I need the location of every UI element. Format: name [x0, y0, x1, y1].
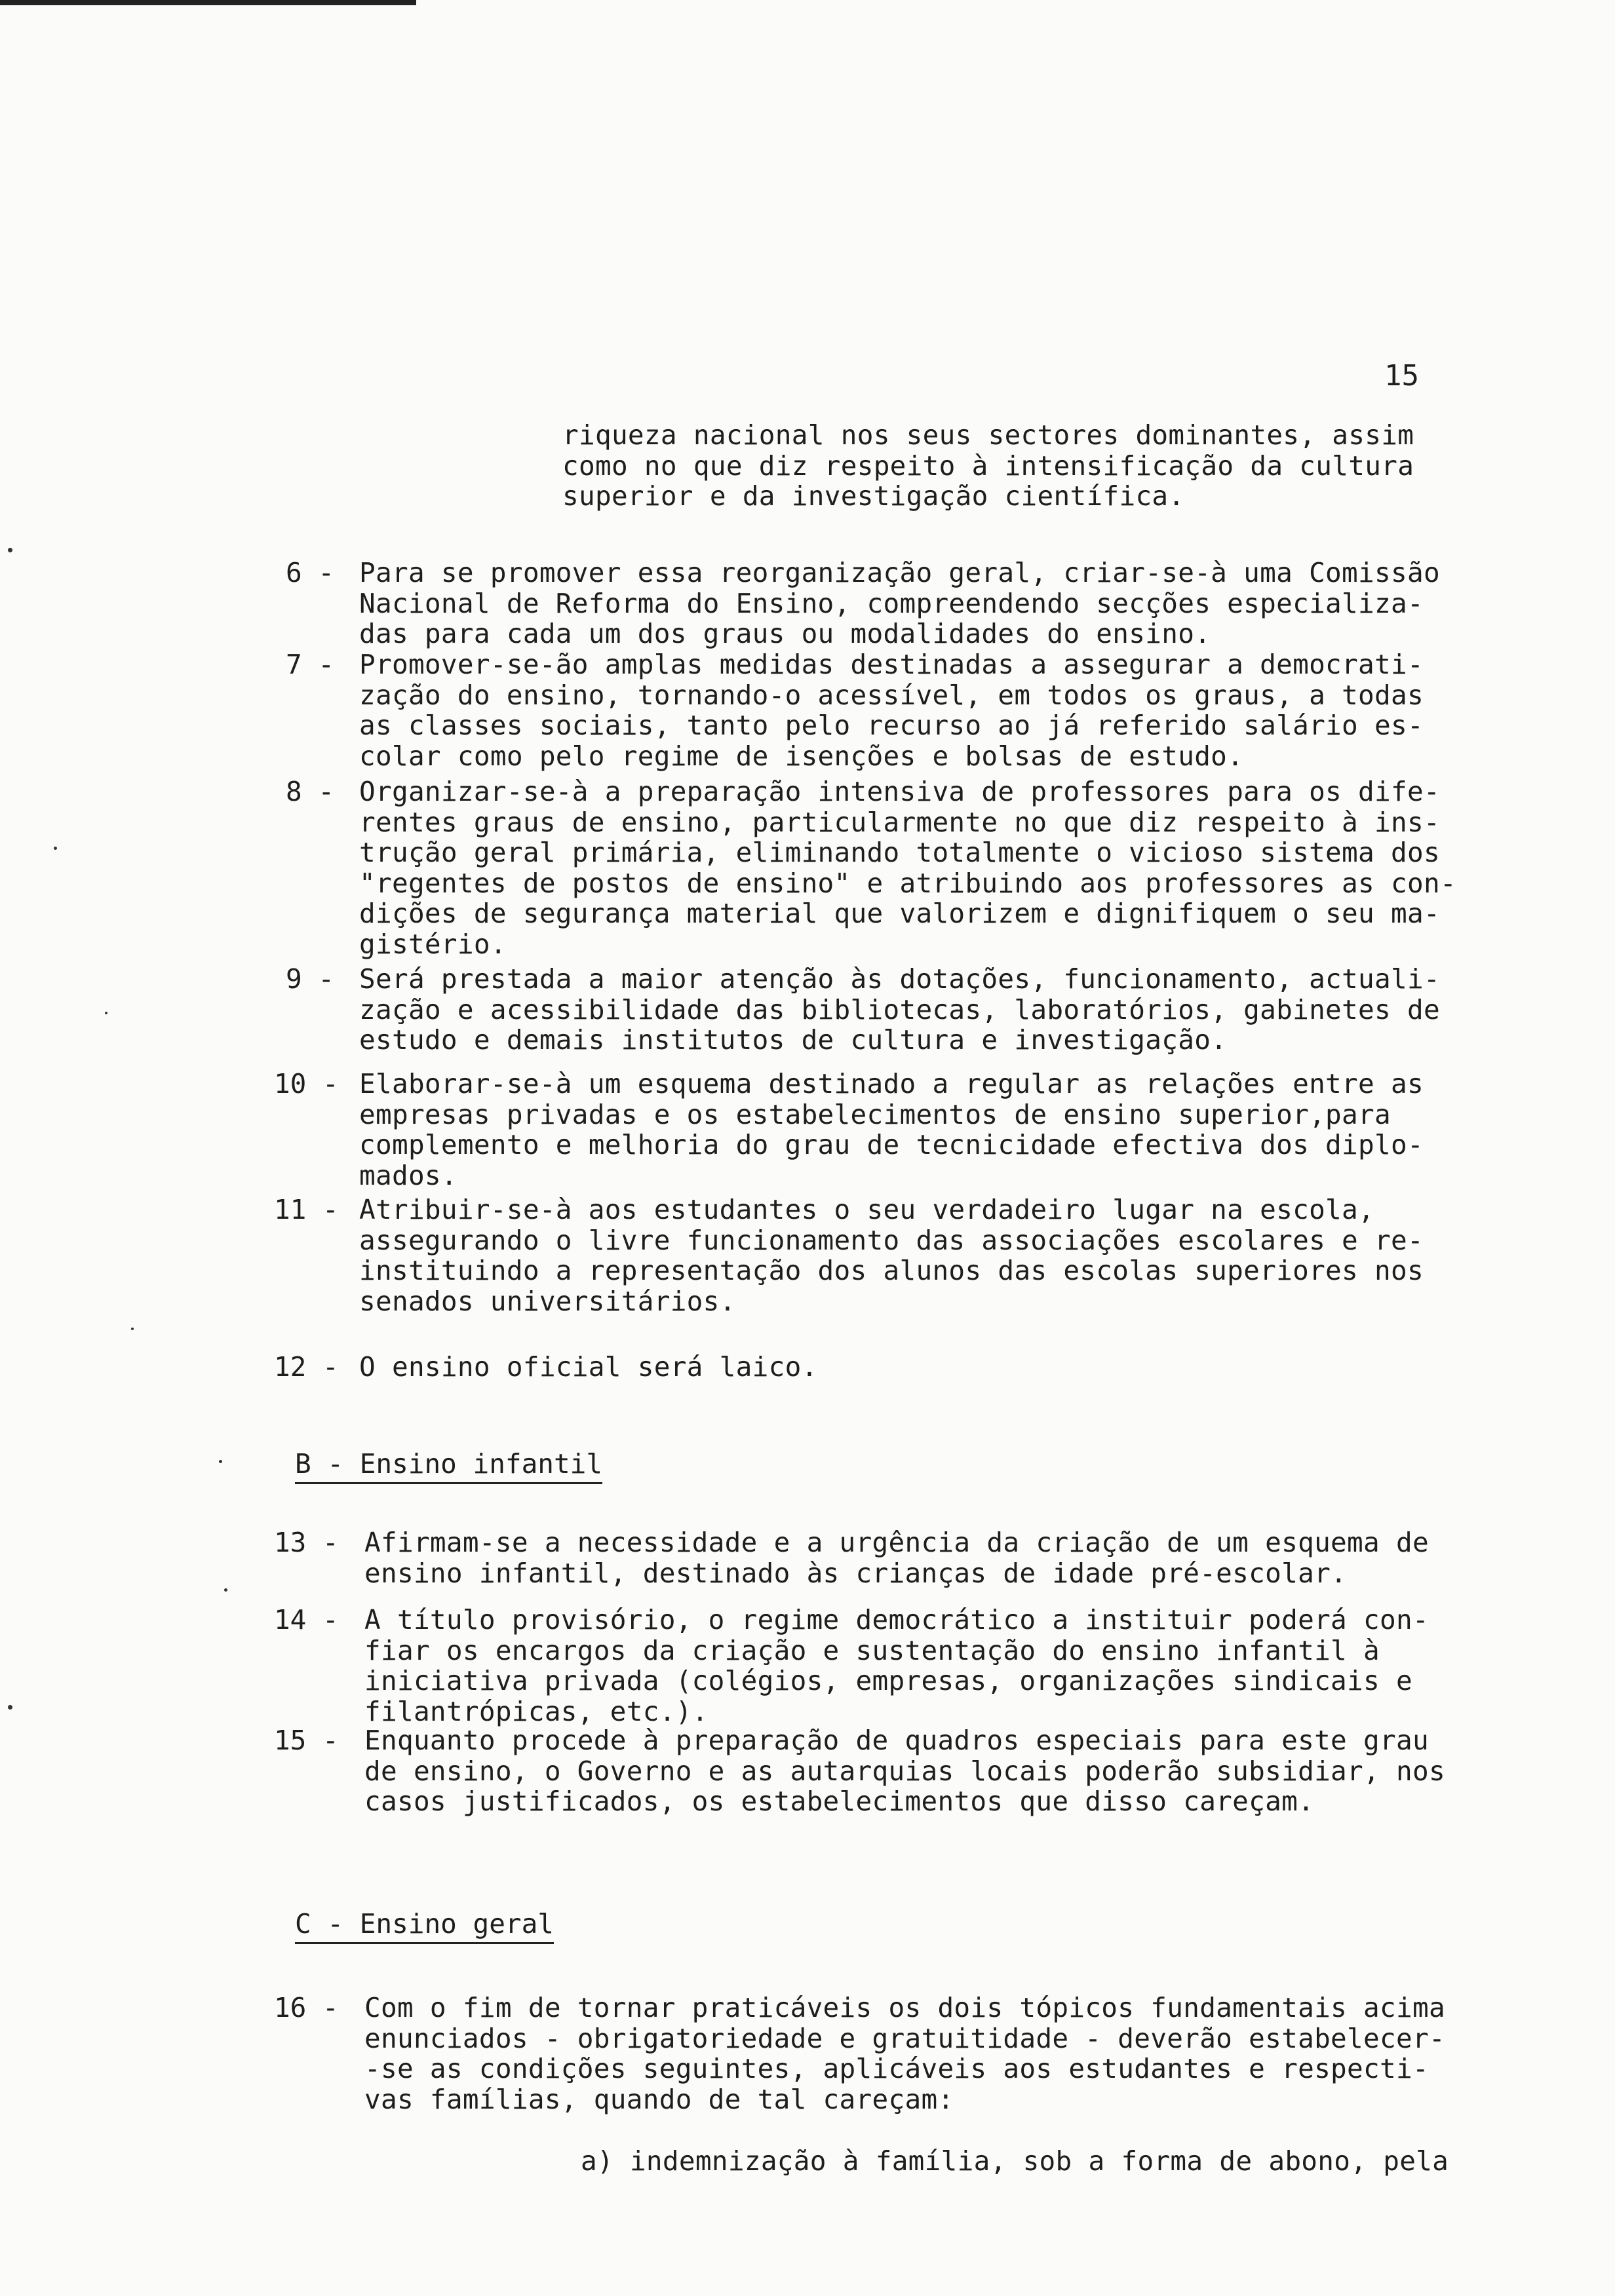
item-line: "regentes de postos de ensino" e atribuindo aos professores as con-: [359, 867, 1456, 899]
section-heading-text: B - Ensino infantil: [295, 1448, 602, 1484]
item-line: zação e acessibilidade das bibliotecas, laboratórios, gabinetes de: [359, 993, 1440, 1025]
item-line: Para se promover essa reorganização geral, criar-se-à uma Comissão: [359, 557, 1440, 588]
scan-speck: [219, 1460, 222, 1463]
item-line: trução geral primária, eliminando totalmente o vicioso sistema dos: [359, 837, 1440, 868]
item-line: empresas privadas e os estabelecimentos de ensino superior,para: [359, 1098, 1391, 1130]
item-line: fiar os encargos da criação e sustentação do ensino infantil à: [364, 1634, 1380, 1666]
item-line: das para cada um dos graus ou modalidades do ensino.: [359, 618, 1211, 649]
scan-speck: [224, 1588, 227, 1592]
intro-line: como no que diz respeito à intensificação da cultura: [562, 450, 1414, 482]
item-number: 14 -: [274, 1604, 339, 1636]
item-line: ensino infantil, destinado às crianças de idade pré-escolar.: [364, 1557, 1348, 1589]
item-line: mados.: [359, 1159, 457, 1191]
scan-speck: [131, 1328, 134, 1330]
item-line: instituindo a representação dos alunos das escolas superiores nos: [359, 1255, 1424, 1286]
item-line: as classes sociais, tanto pelo recurso ao já referido salário es-: [359, 710, 1424, 741]
item-line: estudo e demais institutos de cultura e investigação.: [359, 1024, 1228, 1056]
item-number: 12 -: [274, 1351, 339, 1383]
item-line: O ensino oficial será laico.: [359, 1351, 818, 1383]
item-line: Organizar-se-à a preparação intensiva de professores para os dife-: [359, 776, 1440, 807]
item-number: 13 -: [274, 1527, 339, 1558]
item-number: 10 -: [274, 1068, 339, 1100]
item-line: zação do ensino, tornando-o acessível, em todos os graus, a todas: [359, 679, 1424, 711]
item-line: de ensino, o Governo e as autarquias locais poderão subsidiar, nos: [364, 1755, 1445, 1787]
item-line: Afirmam-se a necessidade e a urgência da criação de um esquema de: [364, 1527, 1429, 1558]
item-line: enunciados - obrigatoriedade e gratuitidade - deverão estabelecer-: [364, 2022, 1445, 2054]
item-line: casos justificados, os estabelecimentos que disso careçam.: [364, 1786, 1315, 1817]
item-line: Promover-se-ão amplas medidas destinadas a assegurar a democrati-: [359, 649, 1424, 680]
item-line: Enquanto procede à preparação de quadros especiais para este grau: [364, 1725, 1429, 1756]
item-line: assegurando o livre funcionamento das associações escolares e re-: [359, 1224, 1424, 1256]
item-line: filantrópicas, etc.).: [364, 1695, 709, 1727]
item-line: dições de segurança material que valorizem e dignifiquem o seu ma-: [359, 898, 1440, 929]
item-line: gistério.: [359, 928, 507, 960]
item-line: senados universitários.: [359, 1285, 736, 1317]
item-number: 6 -: [286, 557, 335, 588]
item-line: Nacional de Reforma do Ensino, compreendendo secções especializa-: [359, 587, 1424, 619]
intro-line: superior e da investigação científica.: [562, 480, 1185, 512]
scan-speck: [8, 1705, 12, 1710]
item-line: complemento e melhoria do grau de tecnicidade efectiva dos diplo-: [359, 1129, 1424, 1160]
sub-item-line: a) indemnização à família, sob a forma de abono, pela: [581, 2145, 1449, 2177]
item-line: Atribuir-se-à aos estudantes o seu verdadeiro lugar na escola,: [359, 1194, 1375, 1225]
intro-line: riqueza nacional nos seus sectores dominantes, assim: [562, 419, 1414, 451]
section-heading: [295, 1448, 602, 1480]
item-number: 11 -: [274, 1194, 339, 1225]
item-number: 9 -: [286, 963, 335, 995]
section-heading-text: C - Ensino geral: [295, 1908, 554, 1944]
item-number: 15 -: [274, 1725, 339, 1756]
item-line: -se as condições seguintes, aplicáveis aos estudantes e respecti-: [364, 2053, 1429, 2084]
item-number: 16 -: [274, 1992, 339, 2023]
item-line: iniciativa privada (colégios, empresas, organizações sindicais e: [364, 1665, 1412, 1696]
scan-speck: [105, 1012, 107, 1014]
item-line: Elaborar-se-à um esquema destinado a regular as relações entre as: [359, 1068, 1424, 1100]
item-number: 7 -: [286, 649, 335, 680]
item-line: colar como pelo regime de isenções e bolsas de estudo.: [359, 740, 1244, 772]
item-line: rentes graus de ensino, particularmente no que diz respeito à ins-: [359, 806, 1440, 838]
scan-speck: [8, 548, 12, 552]
item-line: vas famílias, quando de tal careçam:: [364, 2083, 954, 2115]
page-number: 15: [1384, 359, 1419, 392]
scan-edge-bar: [0, 0, 416, 5]
scan-speck: [54, 847, 57, 850]
section-heading: [295, 1908, 554, 1940]
item-number: 8 -: [286, 776, 335, 807]
item-line: Será prestada a maior atenção às dotações, funcionamento, actuali-: [359, 963, 1440, 995]
item-line: Com o fim de tornar praticáveis os dois tópicos fundamentais acima: [364, 1992, 1445, 2023]
item-line: A título provisório, o regime democrático a instituir poderá con-: [364, 1604, 1429, 1636]
